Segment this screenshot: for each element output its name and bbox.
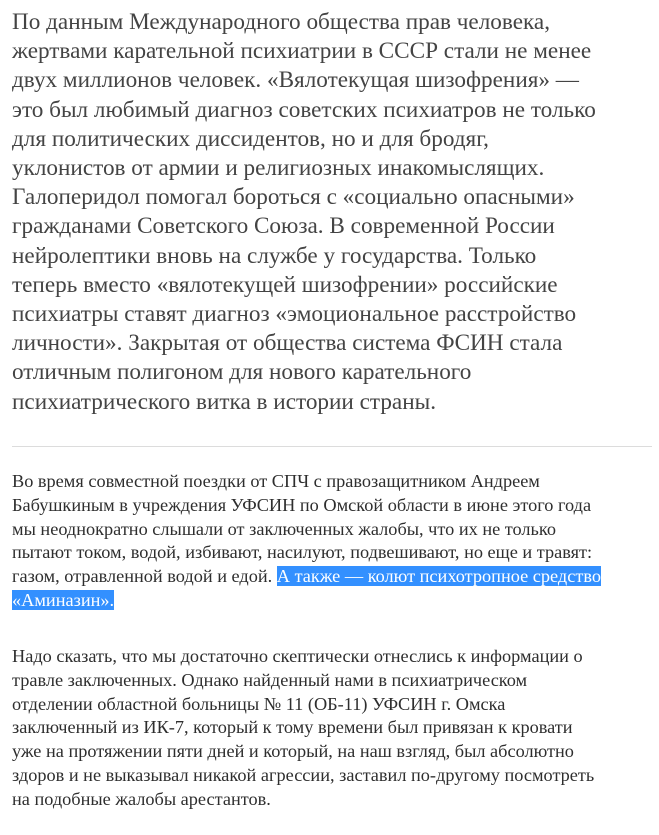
selected-text[interactable]: А также — колют психотропное средство (276, 566, 601, 587)
lead-line: психиатрического витка в истории страны. (12, 388, 436, 415)
paragraph-line: травле заключенных. Однако найденный нами в психиатрическом (12, 669, 528, 690)
lead-line: психиатры ставят диагноз «эмоциональное расстройство (12, 301, 577, 328)
paragraph-line: Бабушкиным в учреждения УФСИН по Омской области в июне этого года (12, 494, 592, 515)
paragraph-line: уже на протяжении пяти дней и который, на наш взгляд, был абсолютно (12, 741, 574, 762)
paragraph-text: газом, отравленной водой и едой. (12, 566, 277, 587)
lead-line: теперь вместо «вялотекущей шизофрении» российские (12, 271, 558, 298)
paragraph-line (12, 589, 657, 613)
lead-line: это был любимый диагноз советских психиатров не только (12, 96, 596, 123)
paragraph-line: Надо сказать, что мы достаточно скептически отнеслись к информации о (12, 646, 583, 666)
lead-line: По данным Международного общества прав человека, (12, 9, 550, 35)
body-paragraph-2[interactable] (12, 645, 657, 812)
paragraph-line: Во время совместной поездки от СПЧ с правозащитником Андреем (12, 471, 540, 491)
paragraph-line: на подобные жалобы арестантов. (12, 788, 271, 809)
lead-line: нейролептики вновь на службе у государства. Только (12, 242, 537, 269)
lead-paragraph (12, 8, 657, 417)
selected-text[interactable]: «Аминазин». (12, 589, 115, 610)
lead-line: уклонистов от армии и религиозных инакомыслящих. (12, 155, 545, 182)
lead-line: личности». Закрытая от общества система ФСИН стала (12, 330, 563, 357)
paragraph-line: пытают током, водой, избивают, насилуют, подвешивают, но еще и травят: (12, 542, 593, 563)
body-paragraph-1[interactable] (12, 470, 657, 613)
lead-line: гражданами Советского Союза. В современной России (12, 213, 555, 240)
lead-line: жертвами карательной психиатрии в СССР стали не менее (12, 38, 592, 65)
lead-line: Галоперидол помогал бороться с «социально опасными» (12, 184, 575, 211)
paragraph-line: заключенный из ИК-7, который к тому времени был привязан к кровати (12, 717, 573, 738)
lead-line: для политических диссидентов, но и для бродяг, (12, 125, 489, 152)
section-divider (12, 446, 652, 447)
paragraph-line (12, 565, 657, 589)
paragraph-line: отделении областной больницы № 11 (ОБ-11) УФСИН г. Омска (12, 693, 506, 714)
lead-line: двух миллионов человек. «Вялотекущая шизофрения» — (12, 67, 579, 94)
paragraph-line: здоров и не выказывал никакой агрессии, заставил по-другому посмотреть (12, 764, 595, 785)
paragraph-line: мы неоднократно слышали от заключенных жалобы, что их не только (12, 518, 556, 539)
lead-line: отличным полигоном для нового карательного (12, 359, 472, 386)
